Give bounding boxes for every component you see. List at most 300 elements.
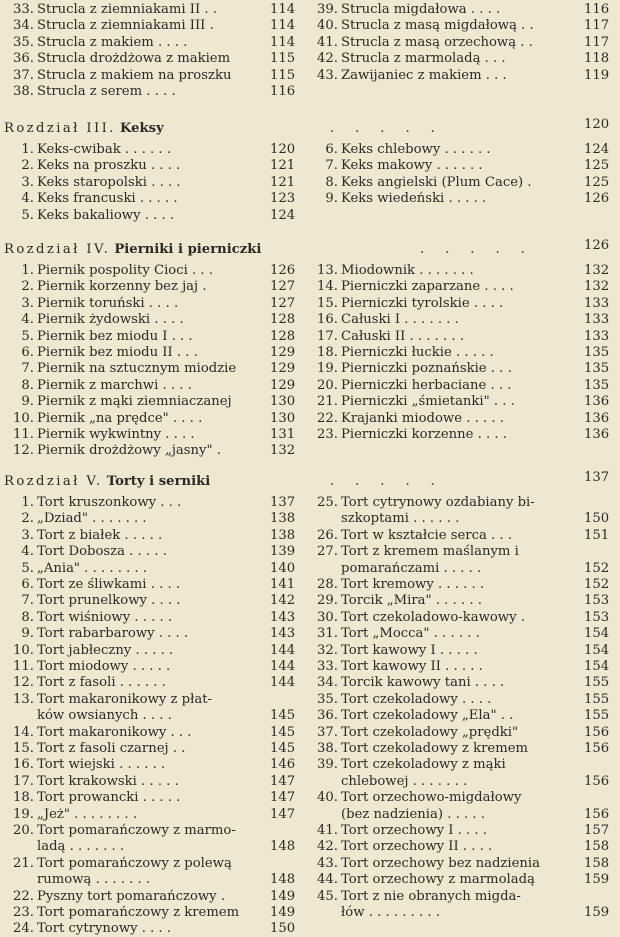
entry-number: 7. bbox=[21, 593, 34, 609]
entry-title: Tort orzechowo-migdałowy bbox=[341, 790, 522, 806]
entry-title: Tort z białek . . . . . bbox=[37, 527, 163, 543]
toc-entry bbox=[2, 593, 304, 609]
entry-number: 39. bbox=[317, 757, 338, 773]
toc-entry bbox=[2, 279, 304, 295]
entry-title: Tort pomarańczowy z marmo- bbox=[37, 823, 236, 838]
entry-number: 12. bbox=[13, 443, 34, 459]
entry-page-number: 132 bbox=[584, 263, 610, 278]
entry-title: „Ania" . . . . . . . . bbox=[37, 560, 148, 576]
entry-number: 4. bbox=[21, 544, 34, 560]
entry-page-number: 127 bbox=[270, 279, 296, 295]
entry-title: Keks-cwibak . . . . . . bbox=[37, 142, 172, 157]
entry-page-number: 140 bbox=[270, 560, 296, 576]
entry-page-number: 117 bbox=[584, 34, 610, 50]
toc-entry bbox=[2, 921, 304, 937]
entry-page-number: 143 bbox=[270, 609, 296, 625]
toc-entry bbox=[306, 725, 618, 741]
toc-entry bbox=[306, 593, 618, 609]
entry-page-number: 117 bbox=[584, 18, 610, 34]
chapter-heading bbox=[4, 120, 164, 138]
entry-page-number: 116 bbox=[584, 2, 610, 17]
entry-title: Pierniczki poznańskie . . . bbox=[341, 361, 512, 377]
entry-title: Piernik z marchwi . . . . bbox=[37, 377, 192, 393]
entry-title: Piernik „na prędce" . . . . bbox=[37, 410, 203, 426]
entry-title: Tort w kształcie serca . . . bbox=[341, 527, 513, 543]
chapter-heading bbox=[4, 473, 210, 491]
entry-title: Tort czekoladowy . . . . bbox=[341, 691, 492, 707]
toc-entry bbox=[306, 839, 618, 855]
entry-number: 44. bbox=[317, 872, 338, 888]
toc-entry bbox=[2, 626, 304, 642]
entry-number: 15. bbox=[13, 741, 34, 756]
entry-page-number: 136 bbox=[584, 410, 610, 426]
entry-title: Tort wiśniowy . . . . . bbox=[37, 609, 173, 625]
toc-entry bbox=[306, 856, 618, 872]
toc-entry bbox=[2, 263, 304, 279]
toc-entry bbox=[306, 889, 618, 905]
entry-number: 37. bbox=[317, 724, 338, 740]
toc-entry bbox=[306, 807, 618, 823]
entry-page-number: 130 bbox=[270, 394, 296, 410]
entry-number: 26. bbox=[317, 527, 338, 543]
toc-entry bbox=[2, 708, 304, 724]
toc-entry bbox=[2, 561, 304, 577]
entry-page-number: 159 bbox=[584, 905, 610, 920]
toc-entry bbox=[2, 208, 304, 224]
entry-number: 35. bbox=[317, 691, 338, 707]
entry-number: 2. bbox=[21, 158, 34, 174]
entry-number: 4. bbox=[21, 191, 34, 207]
entry-page-number: 129 bbox=[270, 345, 296, 360]
toc-entry bbox=[2, 296, 304, 312]
entry-number: 10. bbox=[13, 410, 34, 426]
entry-page-number: 126 bbox=[584, 191, 610, 207]
entry-page-number: 119 bbox=[584, 67, 610, 83]
entry-number: 8. bbox=[21, 609, 34, 625]
toc-entry bbox=[2, 725, 304, 741]
entry-page-number: 145 bbox=[270, 708, 296, 724]
entry-page-number: 154 bbox=[584, 659, 610, 674]
chapter-leader-dots: . . . . . bbox=[420, 242, 525, 257]
entry-page-number: 135 bbox=[584, 345, 610, 360]
entry-page-number: 156 bbox=[584, 741, 610, 756]
entry-title: Tort kawowy II . . . . . bbox=[341, 659, 483, 674]
entry-title: Pierniczki zaparzane . . . . bbox=[341, 279, 514, 295]
entry-number: 33. bbox=[13, 2, 34, 17]
entry-number: 41. bbox=[317, 34, 338, 50]
entry-title: Pierniczki herbaciane . . . bbox=[341, 377, 512, 393]
entry-title: Strucla migdałowa . . . . bbox=[341, 2, 501, 17]
entry-page-number: 135 bbox=[584, 361, 610, 377]
toc-entry bbox=[2, 610, 304, 626]
entry-number: 3. bbox=[21, 527, 34, 543]
entry-page-number: 156 bbox=[584, 724, 610, 740]
entry-page-number: 147 bbox=[270, 773, 296, 789]
toc-entry bbox=[306, 427, 618, 443]
toc-entry bbox=[2, 807, 304, 823]
toc-entry bbox=[2, 345, 304, 361]
entry-title: Torcik „Mira" . . . . . . bbox=[341, 593, 482, 609]
entry-page-number: 132 bbox=[270, 443, 296, 459]
entry-title: Piernik z mąki ziemniaczanej bbox=[37, 394, 232, 410]
entry-title: Pyszny tort pomarańczowy . bbox=[37, 888, 226, 904]
entry-page-number: 157 bbox=[584, 823, 610, 838]
entry-title: Tort kruszonkowy . . . bbox=[37, 495, 182, 510]
entry-page-number: 141 bbox=[270, 577, 296, 592]
entry-number: 5. bbox=[21, 328, 34, 344]
entry-number: 34. bbox=[317, 675, 338, 691]
entry-number: 36. bbox=[317, 708, 338, 724]
chapter-label: Rozdział IV. bbox=[4, 242, 111, 257]
entry-page-number: 126 bbox=[270, 263, 296, 278]
entry-title: ków owsianych . . . . bbox=[37, 708, 172, 724]
entry-page-number: 155 bbox=[584, 691, 610, 707]
entry-number: 28. bbox=[317, 577, 338, 592]
entry-title: Torcik kawowy tani . . . . bbox=[341, 675, 505, 691]
entry-number: 17. bbox=[13, 773, 34, 789]
entry-page-number: 118 bbox=[584, 51, 610, 67]
toc-entry bbox=[2, 142, 304, 158]
toc-entry bbox=[2, 158, 304, 174]
chapter-page-number: 120 bbox=[584, 117, 610, 132]
entry-number: 14. bbox=[13, 724, 34, 740]
entry-page-number: 136 bbox=[584, 394, 610, 410]
entry-page-number: 136 bbox=[584, 427, 610, 442]
entry-page-number: 127 bbox=[270, 295, 296, 311]
entry-title: Całuski I . . . . . . . bbox=[341, 312, 459, 328]
toc-entry bbox=[306, 394, 618, 410]
entry-page-number: 125 bbox=[584, 158, 610, 174]
entry-number: 21. bbox=[317, 394, 338, 410]
entry-number: 2. bbox=[21, 511, 34, 527]
entry-page-number: 139 bbox=[270, 544, 296, 560]
entry-number: 32. bbox=[317, 642, 338, 658]
entry-number: 16. bbox=[13, 757, 34, 773]
entry-number: 25. bbox=[317, 495, 338, 510]
entry-page-number: 138 bbox=[270, 527, 296, 543]
entry-number: 11. bbox=[13, 659, 34, 674]
entry-number: 15. bbox=[317, 295, 338, 311]
entry-number: 3. bbox=[21, 295, 34, 311]
toc-entry bbox=[306, 411, 618, 427]
toc-entry bbox=[2, 394, 304, 410]
entry-title: Miodownik . . . . . . . bbox=[341, 263, 474, 278]
toc-entry bbox=[2, 741, 304, 757]
entry-number: 40. bbox=[317, 790, 338, 806]
entry-title: Strucla z masą orzechową . . bbox=[341, 34, 533, 50]
entry-page-number: 129 bbox=[270, 361, 296, 377]
entry-title: Tort orzechowy bez nadzienia bbox=[341, 855, 540, 871]
toc-entry bbox=[306, 279, 618, 295]
entry-title: Keks na proszku . . . . bbox=[37, 158, 181, 174]
entry-page-number: 123 bbox=[270, 191, 296, 207]
entry-number: 12. bbox=[13, 675, 34, 691]
entry-number: 23. bbox=[317, 427, 338, 442]
chapter-label: Rozdział V. bbox=[4, 474, 103, 489]
chapter-leader-dots: . . . . . bbox=[330, 474, 435, 489]
entry-title: Piernik toruński . . . . bbox=[37, 295, 179, 311]
entry-number: 34. bbox=[13, 18, 34, 34]
toc-entry bbox=[306, 511, 618, 527]
entry-page-number: 156 bbox=[584, 773, 610, 789]
entry-page-number: 137 bbox=[270, 495, 296, 510]
toc-entry bbox=[306, 18, 618, 34]
toc-entry bbox=[306, 643, 618, 659]
toc-entry bbox=[2, 659, 304, 675]
entry-page-number: 114 bbox=[270, 2, 296, 17]
entry-title: Strucla z serem . . . . bbox=[37, 84, 176, 99]
entry-title: Pierniczki korzenne . . . . bbox=[341, 427, 507, 442]
entry-page-number: 145 bbox=[270, 724, 296, 740]
entry-title: Tort rabarbarowy . . . . bbox=[37, 626, 189, 642]
toc-entry bbox=[2, 329, 304, 345]
toc-entry bbox=[2, 191, 304, 207]
entry-number: 29. bbox=[317, 593, 338, 609]
entry-title: Tort z fasoli czarnej . . bbox=[37, 741, 186, 756]
entry-title: Tort Dobosza . . . . . bbox=[37, 544, 167, 560]
toc-entry bbox=[2, 427, 304, 443]
toc-entry bbox=[2, 839, 304, 855]
toc-entry bbox=[2, 856, 304, 872]
entry-number: 2. bbox=[21, 279, 34, 295]
entry-title: Piernik bez miodu I . . . bbox=[37, 328, 193, 344]
entry-title: Tort czekoladowo-kawowy . bbox=[341, 609, 525, 625]
entry-title: Całuski II . . . . . . . bbox=[341, 328, 464, 344]
entry-title: Tort prowancki . . . . . bbox=[37, 790, 181, 806]
entry-number: 21. bbox=[13, 855, 34, 871]
toc-entry bbox=[2, 889, 304, 905]
entry-number: 3. bbox=[21, 174, 34, 190]
entry-page-number: 124 bbox=[270, 207, 296, 223]
chapter-label: Rozdział III. bbox=[4, 121, 116, 136]
entry-title: Keks francuski . . . . . bbox=[37, 191, 178, 207]
toc-entry bbox=[306, 675, 618, 691]
entry-number: 16. bbox=[317, 312, 338, 328]
entry-page-number: 116 bbox=[270, 84, 296, 99]
entry-page-number: 151 bbox=[584, 527, 610, 543]
entry-number: 5. bbox=[21, 207, 34, 223]
entry-number: 43. bbox=[317, 67, 338, 83]
entry-number: 41. bbox=[317, 823, 338, 838]
entry-title: Piernik wykwintny . . . . bbox=[37, 427, 195, 442]
entry-number: 13. bbox=[317, 263, 338, 278]
entry-page-number: 150 bbox=[584, 511, 610, 527]
entry-number: 38. bbox=[317, 741, 338, 756]
entry-title: Tort orzechowy I . . . . bbox=[341, 823, 487, 838]
entry-page-number: 158 bbox=[584, 855, 610, 871]
toc-entry bbox=[2, 872, 304, 888]
toc-entry bbox=[306, 2, 618, 18]
entry-title: Piernik bez miodu II . . . bbox=[37, 345, 198, 360]
entry-title: Tort czekoladowy „Ela" . . bbox=[341, 708, 514, 724]
entry-page-number: 148 bbox=[270, 839, 296, 855]
entry-number: 39. bbox=[317, 2, 338, 17]
chapter-page-number: 126 bbox=[584, 238, 610, 253]
toc-entry bbox=[306, 626, 618, 642]
entry-number: 1. bbox=[21, 495, 34, 510]
entry-title: Pierniczki łuckie . . . . . bbox=[341, 345, 494, 360]
toc-entry bbox=[306, 296, 618, 312]
entry-number: 9. bbox=[21, 394, 34, 410]
toc-entry bbox=[306, 528, 618, 544]
entry-page-number: 150 bbox=[270, 921, 296, 937]
entry-number: 6. bbox=[325, 142, 338, 157]
entry-number: 35. bbox=[13, 34, 34, 50]
toc-entry bbox=[2, 312, 304, 328]
toc-entry bbox=[306, 610, 618, 626]
toc-entry bbox=[306, 312, 618, 328]
toc-entry bbox=[306, 191, 618, 207]
toc-entry bbox=[306, 823, 618, 839]
entry-number: 11. bbox=[13, 427, 34, 442]
entry-number: 6. bbox=[21, 345, 34, 360]
entry-page-number: 129 bbox=[270, 377, 296, 393]
entry-title: „Jeż" . . . . . . . . bbox=[37, 806, 138, 822]
toc-entry bbox=[306, 378, 618, 394]
toc-entry bbox=[2, 361, 304, 377]
toc-entry bbox=[306, 659, 618, 675]
entry-number: 1. bbox=[21, 263, 34, 278]
toc-entry bbox=[306, 158, 618, 174]
entry-number: 10. bbox=[13, 642, 34, 658]
entry-title: pomarańczami . . . . . bbox=[341, 560, 482, 576]
entry-page-number: 133 bbox=[584, 312, 610, 328]
toc-entry bbox=[306, 577, 618, 593]
toc-entry bbox=[306, 790, 618, 806]
entry-page-number: 149 bbox=[270, 888, 296, 904]
entry-number: 9. bbox=[21, 626, 34, 642]
toc-entry bbox=[2, 18, 304, 34]
entry-number: 27. bbox=[317, 544, 338, 560]
entry-number: 20. bbox=[13, 823, 34, 838]
entry-title: „Dziad" . . . . . . . bbox=[37, 511, 147, 527]
entry-title: Strucla z ziemniakami III . bbox=[37, 18, 214, 34]
entry-title: łów . . . . . . . . . bbox=[341, 905, 440, 920]
entry-page-number: 145 bbox=[270, 741, 296, 756]
entry-page-number: 149 bbox=[270, 905, 296, 920]
entry-title: Tort czekoladowy „prędki" bbox=[341, 724, 519, 740]
entry-page-number: 131 bbox=[270, 427, 296, 442]
chapter-title: Keksy bbox=[119, 121, 164, 136]
entry-title: ladą . . . . . . . bbox=[37, 839, 125, 855]
toc-entry bbox=[2, 35, 304, 51]
entry-title: Tort cytrynowy . . . . bbox=[37, 921, 172, 937]
entry-page-number: 125 bbox=[584, 174, 610, 190]
toc-entry bbox=[306, 51, 618, 67]
entry-page-number: 124 bbox=[584, 142, 610, 157]
entry-title: szkoptami . . . . . . bbox=[341, 511, 460, 527]
entry-number: 19. bbox=[13, 806, 34, 822]
toc-entry bbox=[306, 692, 618, 708]
entry-page-number: 133 bbox=[584, 328, 610, 344]
entry-title: Keks staropolski . . . . bbox=[37, 174, 181, 190]
chapter-page-number: 137 bbox=[584, 470, 610, 485]
entry-number: 18. bbox=[317, 345, 338, 360]
entry-title: Piernik na sztucznym miodzie bbox=[37, 361, 237, 377]
entry-title: Piernik korzenny bez jaj . bbox=[37, 279, 207, 295]
toc-entry bbox=[306, 872, 618, 888]
entry-title: Tort ze śliwkami . . . . bbox=[37, 577, 181, 592]
toc-entry bbox=[2, 378, 304, 394]
chapter-title: Pierniki i pierniczki bbox=[114, 242, 262, 257]
entry-title: Tort z nie obranych migda- bbox=[341, 888, 521, 904]
entry-title: chlebowej . . . . . . . bbox=[341, 773, 468, 789]
toc-entry bbox=[2, 528, 304, 544]
entry-title: Tort pomarańczowy z polewą bbox=[37, 855, 232, 871]
entry-page-number: 114 bbox=[270, 18, 296, 34]
toc-entry bbox=[2, 443, 304, 459]
entry-title: Strucla z marmoladą . . . bbox=[341, 51, 506, 67]
entry-title: Keks chlebowy . . . . . . bbox=[341, 142, 491, 157]
entry-title: rumową . . . . . . . bbox=[37, 872, 151, 888]
entry-page-number: 114 bbox=[270, 34, 296, 50]
entry-number: 30. bbox=[317, 609, 338, 625]
entry-title: Keks wiedeński . . . . . bbox=[341, 191, 487, 207]
toc-entry bbox=[2, 495, 304, 511]
entry-title: Pierniczki „śmietanki" . . . bbox=[341, 394, 515, 410]
entry-page-number: 152 bbox=[584, 577, 610, 592]
entry-page-number: 128 bbox=[270, 328, 296, 344]
entry-number: 31. bbox=[317, 626, 338, 642]
toc-entry bbox=[2, 905, 304, 921]
entry-title: Tort cytrynowy ozdabiany bi- bbox=[341, 495, 535, 510]
toc-entry bbox=[306, 905, 618, 921]
entry-number: 42. bbox=[317, 839, 338, 855]
entry-page-number: 154 bbox=[584, 626, 610, 642]
entry-page-number: 148 bbox=[270, 872, 296, 888]
entry-title: Strucla drożdżowa z makiem bbox=[37, 51, 231, 67]
entry-title: Tort kremowy . . . . . . bbox=[341, 577, 485, 592]
toc-entry bbox=[306, 68, 618, 84]
entry-number: 43. bbox=[317, 855, 338, 871]
entry-number: 14. bbox=[317, 279, 338, 295]
entry-title: Pierniczki tyrolskie . . . . bbox=[341, 295, 504, 311]
entry-number: 22. bbox=[13, 888, 34, 904]
toc-entry bbox=[306, 361, 618, 377]
toc-entry bbox=[2, 577, 304, 593]
toc-entry bbox=[2, 643, 304, 659]
toc-entry bbox=[2, 2, 304, 18]
toc-entry bbox=[306, 757, 618, 773]
toc-entry bbox=[2, 774, 304, 790]
entry-title: Zawijaniec z makiem . . . bbox=[341, 67, 507, 83]
entry-title: Strucla z makiem na proszku bbox=[37, 67, 232, 83]
toc-entry bbox=[2, 411, 304, 427]
entry-page-number: 115 bbox=[270, 67, 296, 83]
toc-entry bbox=[306, 774, 618, 790]
entry-title: Tort krakowski . . . . . bbox=[37, 773, 179, 789]
entry-number: 45. bbox=[317, 888, 338, 904]
entry-number: 13. bbox=[13, 691, 34, 707]
entry-title: Tort czekoladowy z kremem bbox=[341, 741, 529, 756]
toc-entry bbox=[2, 544, 304, 560]
entry-page-number: 154 bbox=[584, 642, 610, 658]
toc-entry bbox=[2, 175, 304, 191]
entry-number: 40. bbox=[317, 18, 338, 34]
toc-entry bbox=[306, 142, 618, 158]
entry-title: Krajanki miodowe . . . . . bbox=[341, 410, 504, 426]
entry-page-number: 128 bbox=[270, 312, 296, 328]
toc-entry bbox=[306, 495, 618, 511]
entry-title: Tort wiejski . . . . . . bbox=[37, 757, 166, 773]
toc-entry bbox=[2, 84, 304, 100]
chapter-leader-dots: . . . . . bbox=[330, 121, 435, 136]
toc-entry bbox=[2, 790, 304, 806]
entry-number: 5. bbox=[21, 560, 34, 576]
entry-title: Tort miodowy . . . . . bbox=[37, 659, 171, 674]
entry-page-number: 132 bbox=[584, 279, 610, 295]
entry-title: Piernik żydowski . . . . bbox=[37, 312, 184, 328]
